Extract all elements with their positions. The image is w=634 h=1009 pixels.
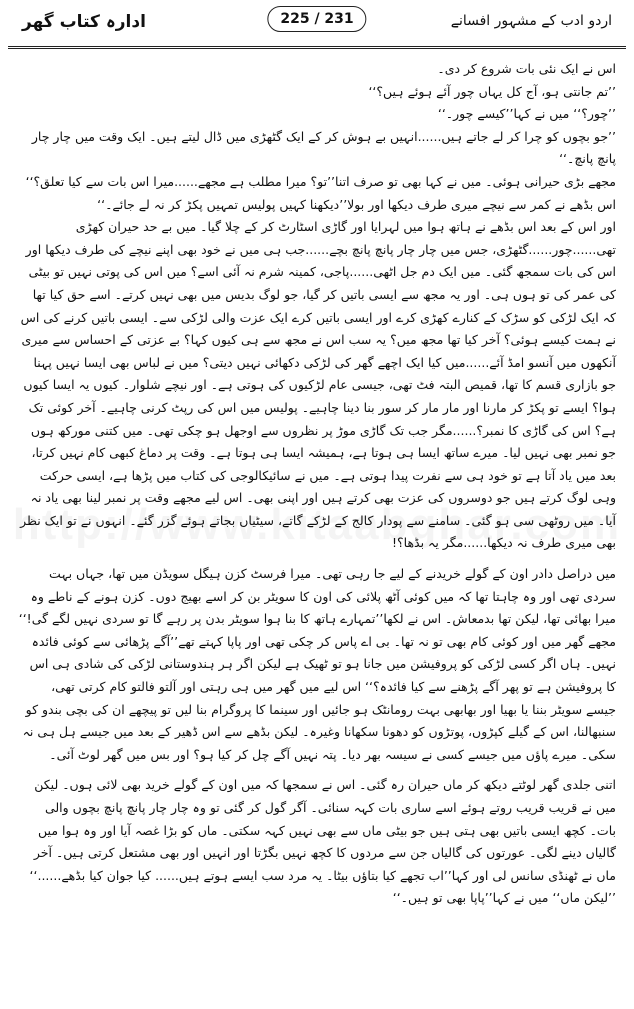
paragraph: اتنی جلدی گھر لوٹتے دیکھ کر ماں حیران رہ گئی۔ اس نے سمجھا کہ میں اون کے گولے خرید بھی لائی ہوں۔ لیکن میں نے قریب قریب روتے ہوئے اسے ساری بات کہہ سنائی۔ آگر گول کر گئی تو وہ چار چار پانچ پانچ بچوں والی بات۔ کچھ ایسی باتیں بھی ہتی ہیں جو بیٹی ماں سے بھی نہیں کہہ سکتی۔ ماں کو بڑا غصہ آیا اور وہ ہوا میں گالیاں دینے لگی۔ عورتوں کی گالیاں جن سے مردوں کا کچھ نہیں بگڑتا اور انہیں اور بھی مشتعل کرتی ہیں۔ آخر ماں نے ٹھنڈی سانس لی اور کہا’’اب تجھے کیا بتاؤں بیٹا۔ یہ مرد سب ایسے ہوتے ہیں...... کیا جوان کیا بڈھے......‘‘ ’’لیکن ماں‘‘ میں نے کہا’’پاپا بھی تو ہیں۔‘‘ bbox=[29, 777, 616, 906]
book-title: اردو ادب کے مشہور افسانے bbox=[450, 13, 612, 29]
page-header bbox=[8, 6, 626, 44]
paragraph: اور اس کے بعد اس بڈھے نے ہاتھ ہوا میں لہرایا اور گاڑی اسٹارٹ کر کے چلا گیا۔ میں بے حد حیران کھڑی تھی......چور......گٹھڑی، جس میں چار چار پانچ پانچ بچے......جب ہی میں نے خود بھی اپنے نیچے کی طرف دیکھا اور اس کی بات سمجھ گئی۔ میں ایک دم جل اٹھی......پاجی، کمینہ شرم نہ آئی اسے؟ میں اس کی پوتی نہیں تو بیٹی کی عمر کی تو ہوں ہی۔ اور یہ مجھ سے ایسی باتیں کر گیا، جو لوگ بدیس میں بھی نہیں کرتے۔ اسے حق کیا تھا کہ ایک لڑکی کو سڑک کے کنارے کھڑی کرے اور ایسی باتیں کرے ایک عزت والی لڑکی سے۔ ایسی باتیں کرنے کی اس نے ہمت کیسے ہوئی؟ آخر کیا تھا مجھ میں؟ یہ سب اس نے مجھ سے ہی کیوں کہا؟ بے عزتی کے احساس سے میری آنکھوں میں آنسو امڈ آئے......میں کیا ایک اچھے گھر کی لڑکی دکھائی نہیں دیتی؟ میں نے لباس بھی ایسا نہیں پہنا جو بازاری قسم کا تھا، قمیص البتہ فٹ تھی، جیسی عام لڑکیوں کی ہوتی ہے۔ اور نیچے شلوار۔ کیوں یہ ایسا کیوں ہوا؟ ایسے تو پکڑ کر مارنا اور مار مار کر سور بنا دینا چاہیے۔ پولیس میں اس کی رپٹ کرنی چاہیے۔ آخر کوئی تک ہے؟ اس کی گاڑی کا نمبر؟......مگر جب تک گاڑی موڑ پر نظروں سے اوجھل ہو چکی تھی۔ میں کتنی مورکھ ہوں جو نمبر بھی نہیں لیا۔ میرے ساتھ ایسا ہی ہوتا ہے، ہمیشہ ایسا ہی ہوتا ہے۔ وقت پر دماغ کبھی کام نہیں کرتا، بعد میں یاد آتا ہے تو خود ہی سے نفرت پیدا ہوتی ہے۔ میں نے سائیکالوجی کی کتاب میں پڑھا ہے، ایسی حرکت وہی لوگ کرتے ہیں جو دوسروں کی عزت بھی کرتے ہیں اور اپنی بھی۔ اس لیے مجھے وقت پر نمبر لینا بھی یاد نہ آیا۔ میں روٹھی سی ہو گئی۔ سامنے سے پودار کالج کے لڑکے گاتے، سیٹیاں بجاتے ہوئے گزر گئے۔ انہوں نے تو ایک نظر بھی میری طرف نہ دیکھا......مگر یہ بڈھا؟! bbox=[20, 219, 616, 551]
paragraph: میں دراصل دادر اون کے گولے خریدنے کے لیے جا رہی تھی۔ میرا فرسٹ کزن ہیگل سویڈن میں تھا، جہاں بہت سردی تھی اور وہ چاہتا تھا کہ میں کوئی آٹھ پلائی کی اون کا سویٹر بن کر اسے بھیج دوں۔ کزن ہونے کے ناطے وہ میرا بھائی تھا، لیکن تھا بدمعاش۔ اس نے لکھا’’تمہارے ہاتھ کا بنا ہوا سویٹر بدن پر رہے گا تو سردی نہیں لگے گی!‘‘ مجھے گھر میں اور کوئی کام بھی تو نہ تھا۔ بی اے پاس کر چکی تھی اور پاپا کہتے تھے’’آگے پڑھائی سے کوئی فائدہ نہیں۔ ہاں اگر کسی لڑکی کو پروفیشن میں جانا ہو تو ٹھیک ہے لیکن اگر ہر ہندوستانی لڑکی کی شادی ہی اس کا پروفیشن ہے تو پھر آگے پڑھنے سے کیا فائدہ؟‘‘ اس لیے میں گھر میں ہی رہتی اور آلتو فالتو کام کرتی تھی، جیسے سویٹر بننا یا بھیا اور بھابھی بہت رومانٹک ہو جائیں اور سینما کا پروگرام بنا لیں تو پیچھے ان کی بچی بندو کو سنبھالنا، اس کے گیلے کپڑوں، پوتڑوں کو دھونا سکھانا وغیرہ۔ لیکن بڈھے سے اس ڈھیر کے بعد میں جیسے ہل ہی نہ سکی۔ میرے پاؤں میں جیسے کسی نے سیسہ بھر دیا۔ پتہ نہیں آگے چل کر کیا ہو؟ اور بس میں گھر لوٹ آئی۔ bbox=[18, 566, 616, 762]
page-body bbox=[18, 58, 616, 910]
page-number-badge: 225 / 231 bbox=[267, 6, 366, 32]
paragraph: اس بڈھے نے کمر سے نیچے میری طرف دیکھا اور بولا’’دیکھنا کہیں پولیس تمہیں پکڑ کر نہ لے جائے۔‘‘ bbox=[97, 196, 616, 212]
publisher-name: ادارہ کتاب گھر bbox=[22, 12, 146, 32]
header-divider bbox=[8, 46, 626, 49]
paragraph: ’’تم جانتی ہو، آج کل یہاں چور آئے ہوئے ہیں؟‘‘ bbox=[368, 83, 616, 99]
paragraph: مجھے بڑی حیرانی ہوئی۔ میں نے کہا بھی تو صرف اتنا’’تو؟ میرا مطلب ہے مجھے......میرا اس بات سے کیا تعلق؟‘‘ bbox=[25, 173, 616, 189]
paragraph: اس نے ایک نئی بات شروع کر دی۔ bbox=[437, 61, 616, 76]
paragraph: ’’چور؟‘‘ میں نے کہا’’کیسے چور۔‘‘ bbox=[437, 106, 616, 122]
paragraph: ’’جو بچوں کو چرا کر لے جاتے ہیں......انہیں بے ہوش کر کے ایک گٹھڑی میں ڈال لیتے ہیں۔ ایک وقت میں چار چار پانچ پانچ۔‘‘ bbox=[31, 128, 616, 167]
